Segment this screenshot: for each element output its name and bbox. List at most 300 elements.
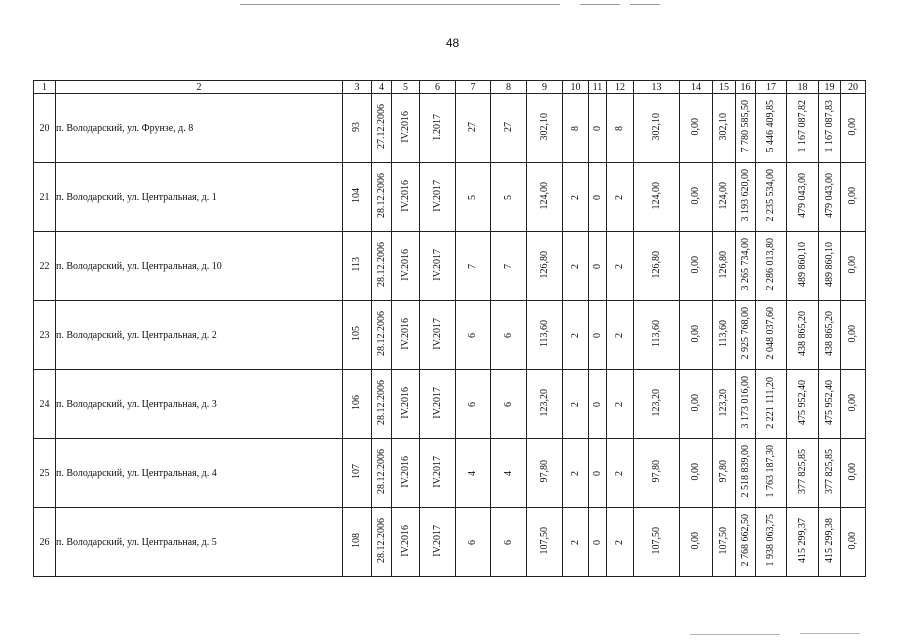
cell-value: 28.12.2006 xyxy=(375,311,387,356)
cell-value: 3 265 734,00 xyxy=(739,238,751,291)
cell-value: 0,00 xyxy=(847,117,858,136)
cell-value: IV.2016 xyxy=(399,524,411,557)
cell-value: 0 xyxy=(591,401,603,407)
cell-c17 xyxy=(756,94,787,163)
cell-value: 2 048 037,60 xyxy=(765,307,776,360)
cell-c17 xyxy=(756,370,787,439)
column-header-15: 15 xyxy=(713,81,736,94)
cell-c18 xyxy=(787,439,819,508)
cell-c5 xyxy=(392,94,420,163)
cell-value: 27.12.2006 xyxy=(375,104,387,149)
cell-value: 6 xyxy=(467,539,478,545)
cell-c19 xyxy=(819,370,841,439)
cell-c14 xyxy=(680,370,713,439)
cell-c11 xyxy=(589,301,607,370)
cell-value: 28.12.2006 xyxy=(375,242,387,287)
cell-value: IV.2016 xyxy=(399,248,411,281)
cell-c9 xyxy=(527,163,563,232)
scan-artifact-line xyxy=(690,634,780,635)
cell-value: 415 299,37 xyxy=(796,518,808,563)
column-header-16: 16 xyxy=(736,81,756,94)
cell-value: IV.2016 xyxy=(399,386,411,419)
column-header-18: 18 xyxy=(787,81,819,94)
cell-c11 xyxy=(589,508,607,577)
cell-value: 0 xyxy=(591,125,603,131)
cell-value: 0,00 xyxy=(847,462,858,481)
cell-c13 xyxy=(634,301,680,370)
cell-c16 xyxy=(736,370,756,439)
cell-value: 6 xyxy=(502,401,514,407)
cell-value: 124,00 xyxy=(650,181,662,210)
column-header-9: 9 xyxy=(527,81,563,94)
table-body xyxy=(34,94,866,577)
table-row xyxy=(34,439,866,508)
cell-value: 0,00 xyxy=(847,255,858,274)
row-number: 22 xyxy=(34,232,56,301)
cell-value: 106 xyxy=(351,395,362,410)
address-cell: п. Володарский, ул. Центральная, д. 10 xyxy=(56,232,343,301)
cell-value: 104 xyxy=(351,188,362,203)
cell-value: 2 768 662,50 xyxy=(739,514,751,567)
cell-c14 xyxy=(680,301,713,370)
cell-c5 xyxy=(392,439,420,508)
column-header-14: 14 xyxy=(680,81,713,94)
cell-value: 28.12.2006 xyxy=(375,449,387,494)
cell-value: I.2017 xyxy=(431,113,443,140)
cell-value: 0,00 xyxy=(690,393,701,412)
cell-c8 xyxy=(491,301,527,370)
column-header-8: 8 xyxy=(491,81,527,94)
column-header-5: 5 xyxy=(392,81,420,94)
cell-value: 377 825,85 xyxy=(823,449,835,494)
cell-value: 6 xyxy=(467,401,478,407)
cell-value: 28.12.2006 xyxy=(375,518,387,563)
cell-value: IV.2017 xyxy=(431,179,443,212)
cell-c3 xyxy=(343,508,372,577)
cell-c20 xyxy=(841,163,866,232)
address-cell: п. Володарский, ул. Центральная, д. 4 xyxy=(56,439,343,508)
cell-c7 xyxy=(456,370,491,439)
cell-c4 xyxy=(372,94,392,163)
cell-value: 7 xyxy=(467,263,478,269)
cell-c15 xyxy=(713,301,736,370)
cell-c20 xyxy=(841,232,866,301)
cell-value: 6 xyxy=(502,332,514,338)
cell-c19 xyxy=(819,94,841,163)
column-header-3: 3 xyxy=(343,81,372,94)
cell-c4 xyxy=(372,163,392,232)
column-header-13: 13 xyxy=(634,81,680,94)
cell-value: 0,00 xyxy=(847,393,858,412)
cell-value: 2 221 111,20 xyxy=(765,376,776,429)
cell-c11 xyxy=(589,439,607,508)
cell-value: 1 167 087,82 xyxy=(796,100,808,153)
cell-c4 xyxy=(372,508,392,577)
cell-value: 97,80 xyxy=(538,460,550,483)
cell-c3 xyxy=(343,94,372,163)
cell-c18 xyxy=(787,94,819,163)
cell-value: 475 952,40 xyxy=(796,380,808,425)
cell-c7 xyxy=(456,301,491,370)
row-number: 25 xyxy=(34,439,56,508)
cell-c14 xyxy=(680,232,713,301)
cell-c3 xyxy=(343,439,372,508)
cell-c3 xyxy=(343,301,372,370)
cell-value: 113,60 xyxy=(718,319,729,348)
column-header-2: 2 xyxy=(56,81,343,94)
cell-value: 93 xyxy=(351,121,362,132)
cell-value: IV.2016 xyxy=(399,317,411,350)
cell-c8 xyxy=(491,232,527,301)
cell-c19 xyxy=(819,439,841,508)
cell-c7 xyxy=(456,508,491,577)
cell-value: 5 446 409,85 xyxy=(765,100,776,153)
cell-c10 xyxy=(563,439,589,508)
cell-c8 xyxy=(491,370,527,439)
cell-c4 xyxy=(372,439,392,508)
cell-value: 377 825,85 xyxy=(796,449,808,494)
cell-value: IV.2017 xyxy=(431,317,443,350)
cell-value: 2 925 768,00 xyxy=(739,307,751,360)
cell-c17 xyxy=(756,232,787,301)
cell-c7 xyxy=(456,439,491,508)
cell-value: 2 xyxy=(569,263,581,269)
cell-value: 4 xyxy=(467,470,478,476)
cell-c9 xyxy=(527,508,563,577)
cell-c6 xyxy=(420,301,456,370)
cell-value: 2 xyxy=(614,263,625,269)
cell-c11 xyxy=(589,163,607,232)
cell-c16 xyxy=(736,163,756,232)
cell-c12 xyxy=(607,163,634,232)
cell-c13 xyxy=(634,94,680,163)
cell-c19 xyxy=(819,301,841,370)
cell-value: 6 xyxy=(502,539,514,545)
cell-value: 2 xyxy=(569,401,581,407)
cell-value: IV.2016 xyxy=(399,110,411,143)
cell-value: 489 860,10 xyxy=(823,242,835,287)
cell-c3 xyxy=(343,163,372,232)
cell-c10 xyxy=(563,301,589,370)
table-row xyxy=(34,301,866,370)
column-header-6: 6 xyxy=(420,81,456,94)
cell-c10 xyxy=(563,370,589,439)
cell-c5 xyxy=(392,163,420,232)
cell-c12 xyxy=(607,301,634,370)
cell-value: 2 xyxy=(569,332,581,338)
cell-value: 302,10 xyxy=(650,112,662,141)
address-cell: п. Володарский, ул. Центральная, д. 3 xyxy=(56,370,343,439)
cell-c15 xyxy=(713,439,736,508)
cell-value: 123,20 xyxy=(650,388,662,417)
cell-c10 xyxy=(563,232,589,301)
cell-value: 1 938 063,75 xyxy=(765,514,776,567)
cell-c11 xyxy=(589,232,607,301)
table-row xyxy=(34,232,866,301)
cell-value: 302,10 xyxy=(538,112,550,141)
cell-value: 126,80 xyxy=(538,250,550,279)
cell-c4 xyxy=(372,370,392,439)
cell-c7 xyxy=(456,163,491,232)
address-cell: п. Володарский, ул. Фрунзе, д. 8 xyxy=(56,94,343,163)
table-row xyxy=(34,94,866,163)
address-cell: п. Володарский, ул. Центральная, д. 2 xyxy=(56,301,343,370)
cell-value: 5 xyxy=(467,194,478,200)
cell-value: 4 xyxy=(502,470,514,476)
cell-value: 2 286 013,80 xyxy=(765,238,776,291)
cell-value: 415 299,38 xyxy=(823,518,835,563)
cell-value: 107 xyxy=(351,464,362,479)
row-number: 23 xyxy=(34,301,56,370)
cell-c13 xyxy=(634,439,680,508)
cell-c19 xyxy=(819,163,841,232)
cell-value: 28.12.2006 xyxy=(375,173,387,218)
cell-value: 479 043,00 xyxy=(796,173,808,218)
cell-value: 1 763 187,30 xyxy=(765,445,776,498)
cell-value: 438 865,20 xyxy=(796,311,808,356)
cell-value: 113,60 xyxy=(538,319,550,348)
cell-c18 xyxy=(787,232,819,301)
scan-artifact-line xyxy=(800,633,860,634)
cell-c5 xyxy=(392,508,420,577)
cell-c20 xyxy=(841,370,866,439)
cell-c4 xyxy=(372,301,392,370)
cell-value: 7 xyxy=(502,263,514,269)
page-number: 48 xyxy=(445,36,460,50)
cell-c8 xyxy=(491,94,527,163)
cell-c19 xyxy=(819,232,841,301)
cell-value: 124,00 xyxy=(718,181,729,210)
cell-c20 xyxy=(841,439,866,508)
cell-value: 8 xyxy=(569,125,581,131)
cell-value: 2 518 839,00 xyxy=(739,445,751,498)
cell-value: 107,50 xyxy=(538,526,550,555)
cell-value: 2 xyxy=(614,194,625,200)
cell-c9 xyxy=(527,232,563,301)
cell-c5 xyxy=(392,370,420,439)
cell-c3 xyxy=(343,232,372,301)
cell-c18 xyxy=(787,508,819,577)
cell-c18 xyxy=(787,301,819,370)
column-header-12: 12 xyxy=(607,81,634,94)
cell-c12 xyxy=(607,439,634,508)
cell-value: 479 043,00 xyxy=(823,173,835,218)
cell-c12 xyxy=(607,232,634,301)
cell-c17 xyxy=(756,439,787,508)
cell-value: 489 860,10 xyxy=(796,242,808,287)
cell-value: 302,10 xyxy=(718,112,729,141)
cell-c14 xyxy=(680,94,713,163)
cell-value: 107,50 xyxy=(650,526,662,555)
cell-value: 0,00 xyxy=(847,531,858,550)
cell-value: 2 xyxy=(569,470,581,476)
scan-artifact-line xyxy=(240,4,560,5)
cell-value: 0,00 xyxy=(847,186,858,205)
header-row xyxy=(34,81,866,94)
cell-c15 xyxy=(713,508,736,577)
cell-c20 xyxy=(841,508,866,577)
cell-value: 2 xyxy=(614,332,625,338)
cell-c12 xyxy=(607,370,634,439)
cell-value: 8 xyxy=(614,125,625,131)
cell-c6 xyxy=(420,163,456,232)
cell-c14 xyxy=(680,439,713,508)
cell-c11 xyxy=(589,370,607,439)
cell-value: 0,00 xyxy=(690,324,701,343)
cell-c9 xyxy=(527,370,563,439)
row-number: 20 xyxy=(34,94,56,163)
cell-value: 0,00 xyxy=(690,255,701,274)
cell-value: 0,00 xyxy=(690,462,701,481)
cell-c18 xyxy=(787,163,819,232)
column-header-19: 19 xyxy=(819,81,841,94)
cell-c9 xyxy=(527,94,563,163)
cell-value: 7 780 585,50 xyxy=(739,100,751,153)
cell-c18 xyxy=(787,370,819,439)
cell-c7 xyxy=(456,232,491,301)
cell-value: 0,00 xyxy=(690,186,701,205)
cell-value: 2 xyxy=(614,401,625,407)
cell-c4 xyxy=(372,232,392,301)
cell-value: 113,60 xyxy=(650,319,662,348)
cell-value: IV.2017 xyxy=(431,386,443,419)
column-header-1: 1 xyxy=(34,81,56,94)
cell-value: IV.2016 xyxy=(399,455,411,488)
cell-c6 xyxy=(420,94,456,163)
table-row xyxy=(34,370,866,439)
cell-c15 xyxy=(713,94,736,163)
cell-value: 475 952,40 xyxy=(823,380,835,425)
cell-c10 xyxy=(563,163,589,232)
cell-c17 xyxy=(756,508,787,577)
address-cell: п. Володарский, ул. Центральная, д. 1 xyxy=(56,163,343,232)
cell-value: 27 xyxy=(502,121,514,132)
cell-value: 6 xyxy=(467,332,478,338)
cell-c8 xyxy=(491,439,527,508)
cell-value: 124,00 xyxy=(538,181,550,210)
cell-c6 xyxy=(420,508,456,577)
cell-value: 438 865,20 xyxy=(823,311,835,356)
cell-c16 xyxy=(736,439,756,508)
cell-value: 28.12.2006 xyxy=(375,380,387,425)
cell-c9 xyxy=(527,301,563,370)
cell-value: 0,00 xyxy=(690,117,701,136)
cell-value: 97,80 xyxy=(650,460,662,483)
cell-value: 27 xyxy=(467,121,478,132)
column-header-4: 4 xyxy=(372,81,392,94)
cell-value: 0,00 xyxy=(690,531,701,550)
cell-c12 xyxy=(607,508,634,577)
cell-c19 xyxy=(819,508,841,577)
cell-c15 xyxy=(713,163,736,232)
cell-value: 2 xyxy=(569,194,581,200)
row-number: 26 xyxy=(34,508,56,577)
cell-value: 5 xyxy=(502,194,514,200)
cell-value: 123,20 xyxy=(718,388,729,417)
cell-c8 xyxy=(491,508,527,577)
cell-value: 0 xyxy=(591,539,603,545)
cell-value: IV.2016 xyxy=(399,179,411,212)
cell-c15 xyxy=(713,232,736,301)
cell-c13 xyxy=(634,163,680,232)
cell-c11 xyxy=(589,94,607,163)
register-table xyxy=(33,80,866,577)
cell-value: 3 193 620,00 xyxy=(739,169,751,222)
cell-value: 2 xyxy=(614,539,625,545)
cell-c20 xyxy=(841,94,866,163)
column-header-20: 20 xyxy=(841,81,866,94)
scan-artifact-line xyxy=(580,4,620,5)
cell-value: 0 xyxy=(591,470,603,476)
column-header-17: 17 xyxy=(756,81,787,94)
column-header-11: 11 xyxy=(589,81,607,94)
cell-c16 xyxy=(736,94,756,163)
cell-value: 0 xyxy=(591,263,603,269)
cell-c5 xyxy=(392,301,420,370)
cell-value: IV.2017 xyxy=(431,248,443,281)
cell-c6 xyxy=(420,439,456,508)
cell-value: 123,20 xyxy=(538,388,550,417)
cell-c5 xyxy=(392,232,420,301)
cell-c9 xyxy=(527,439,563,508)
cell-c16 xyxy=(736,232,756,301)
cell-c13 xyxy=(634,370,680,439)
table-row xyxy=(34,508,866,577)
cell-c16 xyxy=(736,301,756,370)
cell-value: IV.2017 xyxy=(431,524,443,557)
cell-c20 xyxy=(841,301,866,370)
cell-c6 xyxy=(420,370,456,439)
cell-c15 xyxy=(713,370,736,439)
cell-c13 xyxy=(634,508,680,577)
cell-c3 xyxy=(343,370,372,439)
cell-value: 108 xyxy=(351,533,362,548)
cell-value: IV.2017 xyxy=(431,455,443,488)
cell-c14 xyxy=(680,163,713,232)
cell-c6 xyxy=(420,232,456,301)
cell-value: 97,80 xyxy=(718,460,729,483)
column-header-10: 10 xyxy=(563,81,589,94)
table-row xyxy=(34,163,866,232)
address-cell: п. Володарский, ул. Центральная, д. 5 xyxy=(56,508,343,577)
cell-c7 xyxy=(456,94,491,163)
cell-value: 2 235 534,00 xyxy=(765,169,776,222)
cell-value: 3 173 016,00 xyxy=(739,376,751,429)
cell-c10 xyxy=(563,508,589,577)
cell-value: 1 167 087,83 xyxy=(823,100,835,153)
cell-value: 0 xyxy=(591,194,603,200)
cell-c8 xyxy=(491,163,527,232)
cell-value: 126,80 xyxy=(718,250,729,279)
cell-value: 105 xyxy=(351,326,362,341)
cell-c16 xyxy=(736,508,756,577)
cell-c13 xyxy=(634,232,680,301)
cell-c14 xyxy=(680,508,713,577)
cell-c12 xyxy=(607,94,634,163)
column-header-7: 7 xyxy=(456,81,491,94)
cell-value: 2 xyxy=(614,470,625,476)
cell-value: 107,50 xyxy=(718,526,729,555)
cell-c17 xyxy=(756,163,787,232)
cell-value: 0 xyxy=(591,332,603,338)
row-number: 21 xyxy=(34,163,56,232)
cell-c10 xyxy=(563,94,589,163)
cell-value: 126,80 xyxy=(650,250,662,279)
cell-c17 xyxy=(756,301,787,370)
cell-value: 2 xyxy=(569,539,581,545)
scan-artifact-line xyxy=(630,4,660,5)
cell-value: 113 xyxy=(351,257,362,272)
